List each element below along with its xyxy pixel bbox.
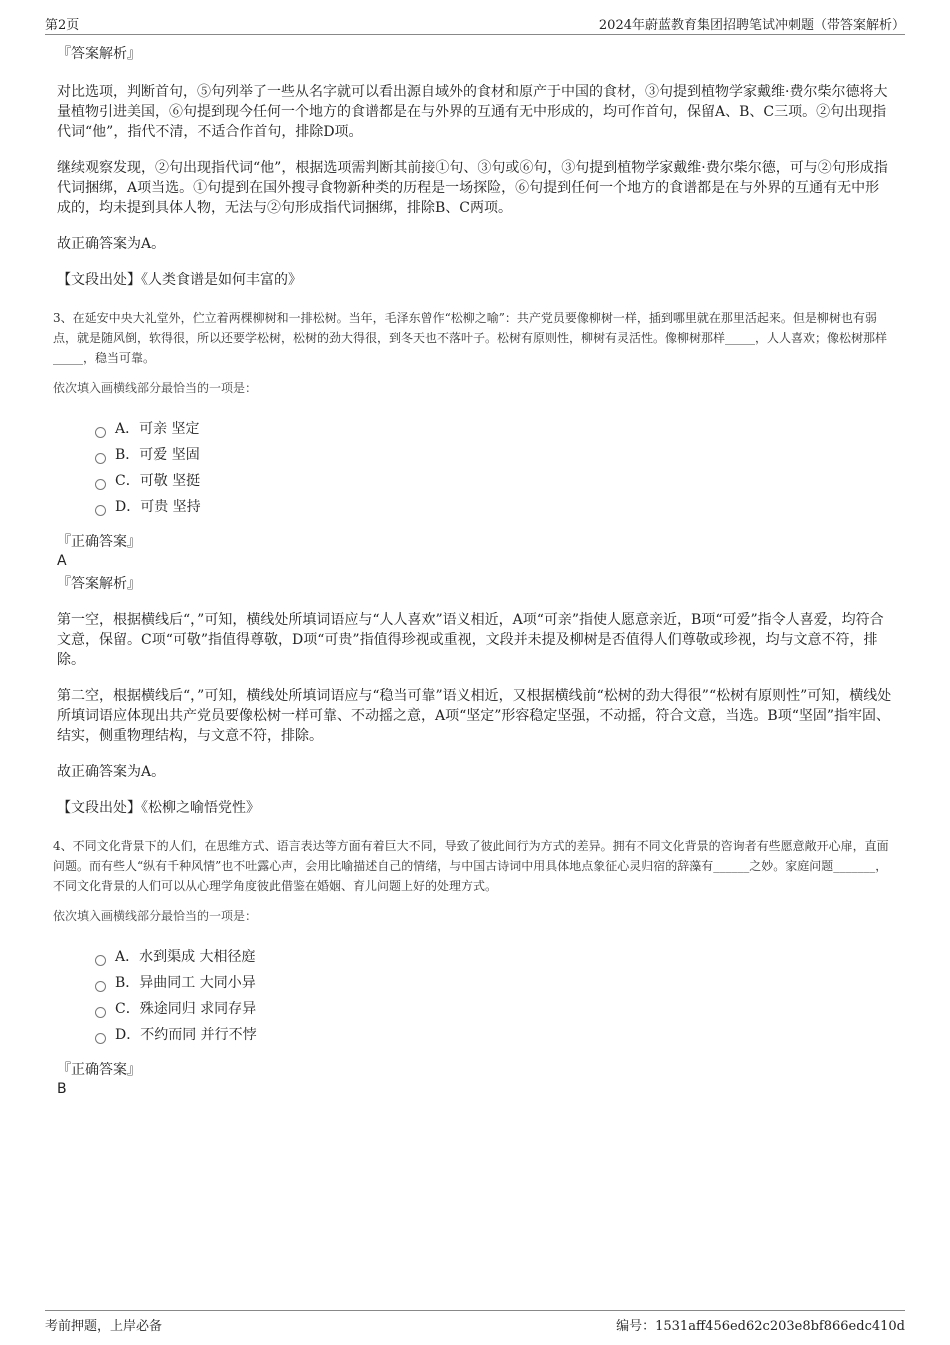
analysis-paragraph: 对比选项，判断首句，⑤句列举了一些从名字就可以看出源自域外的食材和原产于中国的食材，③句提到植物学家戴维·费尔柴尔德将大量植物引进美国，⑥句提到现今任何一个地方的食谱都是在与外界的互通有无中形成的，均可作首句，保留A、B、C三项。②句出现指代词“他”，指代不清，不适合作首句，排除D项。 [57,84,888,140]
option-a[interactable]: A．可亲 坚定 [95,416,892,442]
question-4-options [95,944,892,1048]
question-3-instruction: 依次填入画横线部分最恰当的一项是： [53,381,258,395]
footer-slogan: 考前押题，上岸必备 [45,1319,163,1334]
analysis-paragraph: 第二空，根据横线后“，”可知，横线处所填词语应与“稳当可靠”语义相近，又根据横线前“松树的劲大得很”“松树有原则性”可知，横线处所填词语应体现出共产党员要像松树一样可靠、不动摇之意，A项“坚定”形容稳定坚强，不动摇，符合文意，当选。B项“坚固”指牢固、结实，侧重物理结构，与文意不符，排除。 [57,688,892,744]
correct-answer: B [57,1081,67,1097]
page-footer [45,1310,905,1334]
option-a[interactable]: A．水到渠成 大相径庭 [95,944,892,970]
analysis-conclusion: 故正确答案为A。 [57,764,166,780]
document-title: 2024年蔚蓝教育集团招聘笔试冲刺题（带答案解析） [598,18,905,33]
radio-icon[interactable] [95,1033,106,1044]
correct-answer-label: 『正确答案』 [57,534,141,550]
source-citation: 【文段出处】《松柳之喻悟党性》 [57,800,260,816]
analysis-conclusion: 故正确答案为A。 [57,236,166,252]
option-c[interactable]: C．可敬 坚挺 [95,468,892,494]
correct-answer: A [57,553,67,569]
document-id: 编号：1531aff456ed62c203e8bf866edc410d [616,1319,905,1334]
option-b[interactable]: B．可爱 坚固 [95,442,892,468]
radio-icon[interactable] [95,453,106,464]
radio-icon[interactable] [95,981,106,992]
radio-icon[interactable] [95,479,106,490]
question-3-text: 3、在延安中央大礼堂外，伫立着两棵柳树和一排松树。当年，毛泽东曾作“松柳之喻”：共产党员要像柳树一样，插到哪里就在那里活起来。但是柳树也有弱点，就是随风倒，软得很，所以还要学松树，松树的劲大得很，到冬天也不落叶子。松树有原则性，柳树有灵活性。像柳树那样_____，人人喜欢；像松树那样_____，稳当可靠。 [53,311,888,365]
analysis-paragraph: 第一空，根据横线后“，”可知，横线处所填词语应与“人人喜欢”语义相近，A项“可亲”指使人愿意亲近，B项“可爱”指令人喜爱，均符合文意，保留。C项“可敬”指值得尊敬，D项“可贵”指值得珍视或重视，文段并未提及柳树是否值得人们尊敬或珍视，均与文意不符，排除。 [57,612,884,668]
page-content [53,44,892,1102]
source-citation: 【文段出处】《人类食谱是如何丰富的》 [57,272,302,288]
radio-icon[interactable] [95,427,106,438]
question-4-text: 4、不同文化背景下的人们，在思维方式、语言表达等方面有着巨大不同，导致了彼此间行为方式的差异。拥有不同文化背景的咨询者有些愿意敞开心扉，直面问题。而有些人“纵有千种风情”也不吐露心声，会用比喻描述自己的情绪，与中国古诗词中用具体地点象征心灵归宿的辞藻有______之妙。家庭问题_______，不同文化背景的人们可以从心理学角度彼此借鉴在婚姻、育儿问题上好的处理方式。 [53,839,889,893]
analysis-label: 『答案解析』 [57,46,141,62]
question-4-instruction: 依次填入画横线部分最恰当的一项是： [53,909,258,923]
analysis-label: 『答案解析』 [57,576,141,592]
radio-icon[interactable] [95,1007,106,1018]
page-header [45,14,905,35]
option-c[interactable]: C．殊途同归 求同存异 [95,996,892,1022]
analysis-paragraph: 继续观察发现，②句出现指代词“他”，根据选项需判断其前接①句、③句或⑥句，③句提到植物学家戴维·费尔柴尔德，可与②句形成指代词捆绑，A项当选。①句提到在国外搜寻食物新种类的历程是一场探险，⑥句提到任何一个地方的食谱都是在与外界的互通有无中形成的，均未提到具体人物，无法与②句形成指代词捆绑，排除B、C两项。 [57,160,888,216]
correct-answer-label: 『正确答案』 [57,1062,141,1078]
option-b[interactable]: B．异曲同工 大同小异 [95,970,892,996]
question-3-options [95,416,892,520]
radio-icon[interactable] [95,955,106,966]
page-number: 第2页 [45,18,80,33]
radio-icon[interactable] [95,505,106,516]
option-d[interactable]: D．不约而同 并行不悖 [95,1022,892,1048]
option-d[interactable]: D．可贵 坚持 [95,494,892,520]
